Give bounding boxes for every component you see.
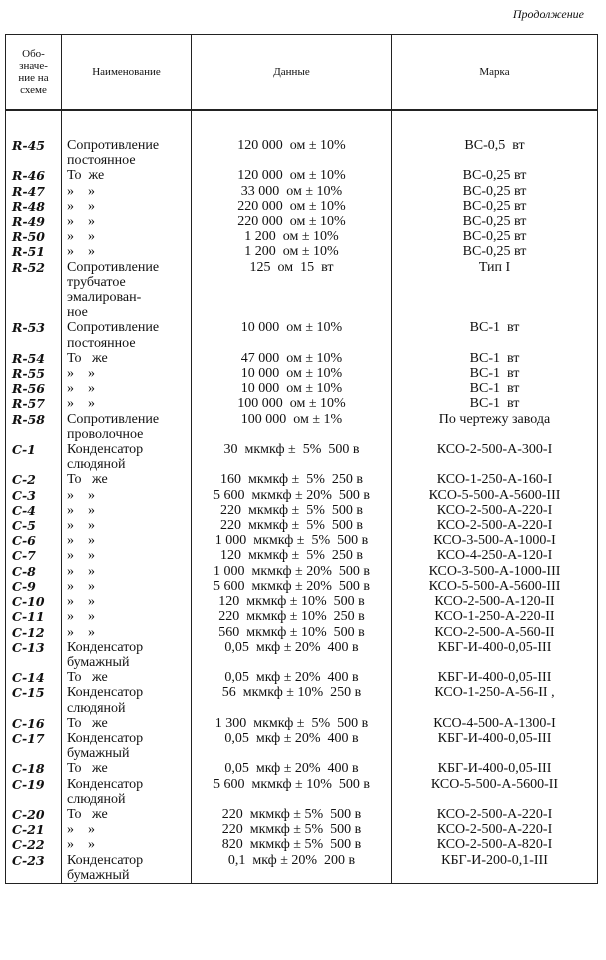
name-cell: » » xyxy=(62,625,192,640)
designation-cell: R-52 xyxy=(6,260,62,321)
designation-cell: С-6 xyxy=(6,533,62,548)
designation-cell: R-50 xyxy=(6,229,62,244)
name-cell: Сопротивление трубчатое эмалирован- ное xyxy=(62,260,192,321)
table-row xyxy=(6,381,598,396)
mark-cell: КБГ-И-400-0,05-III xyxy=(392,640,598,670)
name-cell: То же xyxy=(62,716,192,731)
table-row xyxy=(6,199,598,214)
name-cell: » » xyxy=(62,822,192,837)
mark-cell: КСО-4-250-А-120-I xyxy=(392,548,598,563)
data-cell: 120 мкмкф ± 10% 500 в xyxy=(192,594,392,609)
data-cell: 56 мкмкф ± 10% 250 в xyxy=(192,685,392,715)
header-name: Наименование xyxy=(62,35,192,111)
name-cell: » » xyxy=(62,518,192,533)
table-row xyxy=(6,822,598,837)
data-cell: 100 000 ом ± 10% xyxy=(192,396,392,411)
name-cell: » » xyxy=(62,229,192,244)
table-row xyxy=(6,853,598,884)
table-row xyxy=(6,640,598,670)
mark-cell: ВС-0,5 вт xyxy=(392,138,598,168)
designation-cell: С-3 xyxy=(6,488,62,503)
table-row xyxy=(6,412,598,442)
mark-cell: КСО-1-250-А-220-II xyxy=(392,609,598,624)
name-cell: Сопротивление постоянное xyxy=(62,320,192,350)
name-cell: » » xyxy=(62,396,192,411)
mark-cell: КБГ-И-400-0,05-III xyxy=(392,761,598,776)
mark-cell: ВС-1 вт xyxy=(392,396,598,411)
data-cell: 10 000 ом ± 10% xyxy=(192,381,392,396)
table-row xyxy=(6,168,598,183)
designation-cell: С-17 xyxy=(6,731,62,761)
mark-cell: КСО-1-250-А-160-I xyxy=(392,472,598,487)
mark-cell: ВС-0,25 вт xyxy=(392,168,598,183)
designation-cell: С-4 xyxy=(6,503,62,518)
table-row xyxy=(6,472,598,487)
mark-cell: ВС-0,25 вт xyxy=(392,199,598,214)
data-cell: 30 мкмкф ± 5% 500 в xyxy=(192,442,392,472)
name-cell: » » xyxy=(62,214,192,229)
table-row xyxy=(6,229,598,244)
name-cell: Конденсатор бумажный xyxy=(62,853,192,884)
table-row xyxy=(6,807,598,822)
designation-cell: С-8 xyxy=(6,564,62,579)
designation-cell: С-9 xyxy=(6,579,62,594)
data-cell: 0,05 мкф ± 20% 400 в xyxy=(192,670,392,685)
designation-cell: С-15 xyxy=(6,685,62,715)
mark-cell: КСО-3-500-А-1000-I xyxy=(392,533,598,548)
table-row xyxy=(6,670,598,685)
name-cell: Конденсатор слюдяной xyxy=(62,442,192,472)
name-cell: » » xyxy=(62,488,192,503)
data-cell: 100 000 ом ± 1% xyxy=(192,412,392,442)
header-row xyxy=(6,35,598,111)
data-cell: 220 мкмкф ± 5% 500 в xyxy=(192,503,392,518)
table-row xyxy=(6,761,598,776)
designation-cell: С-1 xyxy=(6,442,62,472)
data-cell: 560 мкмкф ± 10% 500 в xyxy=(192,625,392,640)
data-cell: 10 000 ом ± 10% xyxy=(192,320,392,350)
table-row xyxy=(6,518,598,533)
mark-cell: КСО-2-500-А-220-I xyxy=(392,503,598,518)
name-cell: То же xyxy=(62,807,192,822)
table-row xyxy=(6,320,598,350)
designation-cell: С-20 xyxy=(6,807,62,822)
designation-cell: R-46 xyxy=(6,168,62,183)
mark-cell: КСО-2-500-А-220-I xyxy=(392,518,598,533)
name-cell: Конденсатор слюдяной xyxy=(62,777,192,807)
header-data: Данные xyxy=(192,35,392,111)
name-cell: Сопротивление постоянное xyxy=(62,138,192,168)
name-cell: То же xyxy=(62,761,192,776)
name-cell: » » xyxy=(62,533,192,548)
table-row xyxy=(6,837,598,852)
designation-cell: С-22 xyxy=(6,837,62,852)
designation-cell: С-18 xyxy=(6,761,62,776)
designation-cell: С-16 xyxy=(6,716,62,731)
mark-cell: КСО-1-250-А-56-II , xyxy=(392,685,598,715)
designation-cell: R-57 xyxy=(6,396,62,411)
data-cell: 220 000 ом ± 10% xyxy=(192,214,392,229)
name-cell: » » xyxy=(62,244,192,259)
mark-cell: КСО-5-500-А-5600-III xyxy=(392,488,598,503)
designation-cell: С-23 xyxy=(6,853,62,884)
table-row xyxy=(6,442,598,472)
mark-cell: ВС-1 вт xyxy=(392,351,598,366)
continued-label: Продолжение xyxy=(512,7,584,21)
designation-cell: R-45 xyxy=(6,138,62,168)
table-row xyxy=(6,138,598,168)
data-cell: 10 000 ом ± 10% xyxy=(192,366,392,381)
name-cell: Конденсатор бумажный xyxy=(62,731,192,761)
table-row xyxy=(6,396,598,411)
mark-cell: КСО-2-500-А-120-II xyxy=(392,594,598,609)
data-cell: 220 000 ом ± 10% xyxy=(192,199,392,214)
name-cell: » » xyxy=(62,548,192,563)
table-row xyxy=(6,366,598,381)
data-cell: 220 мкмкф ± 10% 250 в xyxy=(192,609,392,624)
mark-cell: КБГ-И-400-0,05-III xyxy=(392,670,598,685)
mark-cell: По чертежу завода xyxy=(392,412,598,442)
designation-cell: R-47 xyxy=(6,184,62,199)
mark-cell: ВС-0,25 вт xyxy=(392,244,598,259)
mark-cell: КСО-2-500-А-820-I xyxy=(392,837,598,852)
data-cell: 5 600 мкмкф ± 10% 500 в xyxy=(192,777,392,807)
designation-cell: R-48 xyxy=(6,199,62,214)
data-cell: 1 200 ом ± 10% xyxy=(192,229,392,244)
mark-cell: ВС-0,25 вт xyxy=(392,214,598,229)
designation-cell: R-53 xyxy=(6,320,62,350)
mark-cell: КБГ-И-400-0,05-III xyxy=(392,731,598,761)
data-cell: 220 мкмкф ± 5% 500 в xyxy=(192,822,392,837)
name-cell: Конденсатор бумажный xyxy=(62,640,192,670)
data-cell: 1 300 мкмкф ± 5% 500 в xyxy=(192,716,392,731)
data-cell: 120 000 ом ± 10% xyxy=(192,168,392,183)
data-cell: 120 мкмкф ± 5% 250 в xyxy=(192,548,392,563)
name-cell: » » xyxy=(62,184,192,199)
designation-cell: С-2 xyxy=(6,472,62,487)
name-cell: » » xyxy=(62,837,192,852)
mark-cell: ВС-0,25 вт xyxy=(392,184,598,199)
name-cell: То же xyxy=(62,472,192,487)
mark-cell: КСО-2-500-А-300-I xyxy=(392,442,598,472)
spacer-row xyxy=(6,110,598,138)
name-cell: Сопротивление проволочное xyxy=(62,412,192,442)
name-cell: То же xyxy=(62,351,192,366)
name-cell: » » xyxy=(62,503,192,518)
mark-cell: ВС-0,25 вт xyxy=(392,229,598,244)
table-body xyxy=(6,110,598,883)
table-row xyxy=(6,609,598,624)
mark-cell: ВС-1 вт xyxy=(392,381,598,396)
designation-cell: R-54 xyxy=(6,351,62,366)
data-cell: 33 000 ом ± 10% xyxy=(192,184,392,199)
mark-cell: КСО-4-500-А-1300-I xyxy=(392,716,598,731)
table-row xyxy=(6,548,598,563)
data-cell: 1 000 мкмкф ± 5% 500 в xyxy=(192,533,392,548)
designation-cell: R-51 xyxy=(6,244,62,259)
designation-cell: С-5 xyxy=(6,518,62,533)
data-cell: 5 600 мкмкф ± 20% 500 в xyxy=(192,579,392,594)
table-row xyxy=(6,594,598,609)
components-table xyxy=(5,34,598,884)
data-cell: 220 мкмкф ± 5% 500 в xyxy=(192,807,392,822)
data-cell: 125 ом 15 вт xyxy=(192,260,392,321)
name-cell: » » xyxy=(62,609,192,624)
designation-cell: С-12 xyxy=(6,625,62,640)
table-row xyxy=(6,214,598,229)
header-designation: Обо- значе- ние на схеме xyxy=(6,35,62,111)
mark-cell: КСО-2-500-А-560-II xyxy=(392,625,598,640)
data-cell: 160 мкмкф ± 5% 250 в xyxy=(192,472,392,487)
name-cell: » » xyxy=(62,366,192,381)
designation-cell: С-11 xyxy=(6,609,62,624)
name-cell: То же xyxy=(62,168,192,183)
data-cell: 220 мкмкф ± 5% 500 в xyxy=(192,518,392,533)
table-row xyxy=(6,685,598,715)
mark-cell: КБГ-И-200-0,1-III xyxy=(392,853,598,884)
data-cell: 820 мкмкф ± 5% 500 в xyxy=(192,837,392,852)
designation-cell: С-13 xyxy=(6,640,62,670)
table-row xyxy=(6,716,598,731)
designation-cell: R-55 xyxy=(6,366,62,381)
table-row xyxy=(6,488,598,503)
table-row xyxy=(6,579,598,594)
name-cell: » » xyxy=(62,579,192,594)
name-cell: » » xyxy=(62,564,192,579)
data-cell: 47 000 ом ± 10% xyxy=(192,351,392,366)
table-row xyxy=(6,244,598,259)
table-row xyxy=(6,503,598,518)
table-row xyxy=(6,184,598,199)
table-row xyxy=(6,564,598,579)
name-cell: Конденсатор слюдяной xyxy=(62,685,192,715)
mark-cell: КСО-3-500-А-1000-III xyxy=(392,564,598,579)
table-row xyxy=(6,777,598,807)
designation-cell: С-7 xyxy=(6,548,62,563)
mark-cell: ВС-1 вт xyxy=(392,320,598,350)
name-cell: » » xyxy=(62,199,192,214)
data-cell: 0,1 мкф ± 20% 200 в xyxy=(192,853,392,884)
name-cell: » » xyxy=(62,594,192,609)
name-cell: » » xyxy=(62,381,192,396)
table-row xyxy=(6,731,598,761)
designation-cell: С-19 xyxy=(6,777,62,807)
data-cell: 0,05 мкф ± 20% 400 в xyxy=(192,731,392,761)
data-cell: 5 600 мкмкф ± 20% 500 в xyxy=(192,488,392,503)
name-cell: То же xyxy=(62,670,192,685)
table-row xyxy=(6,351,598,366)
table-row xyxy=(6,625,598,640)
mark-cell: КСО-2-500-А-220-I xyxy=(392,807,598,822)
designation-cell: R-58 xyxy=(6,412,62,442)
mark-cell: Тип I xyxy=(392,260,598,321)
designation-cell: С-21 xyxy=(6,822,62,837)
mark-cell: КСО-5-500-А-5600-II xyxy=(392,777,598,807)
table-row xyxy=(6,533,598,548)
designation-cell: R-56 xyxy=(6,381,62,396)
designation-cell: С-10 xyxy=(6,594,62,609)
table-row xyxy=(6,260,598,321)
designation-cell: С-14 xyxy=(6,670,62,685)
mark-cell: ВС-1 вт xyxy=(392,366,598,381)
header-mark: Марка xyxy=(392,35,598,111)
data-cell: 1 000 мкмкф ± 20% 500 в xyxy=(192,564,392,579)
data-cell: 1 200 ом ± 10% xyxy=(192,244,392,259)
data-cell: 0,05 мкф ± 20% 400 в xyxy=(192,761,392,776)
mark-cell: КСО-2-500-А-220-I xyxy=(392,822,598,837)
data-cell: 0,05 мкф ± 20% 400 в xyxy=(192,640,392,670)
designation-cell: R-49 xyxy=(6,214,62,229)
data-cell: 120 000 ом ± 10% xyxy=(192,138,392,168)
mark-cell: КСО-5-500-А-5600-III xyxy=(392,579,598,594)
